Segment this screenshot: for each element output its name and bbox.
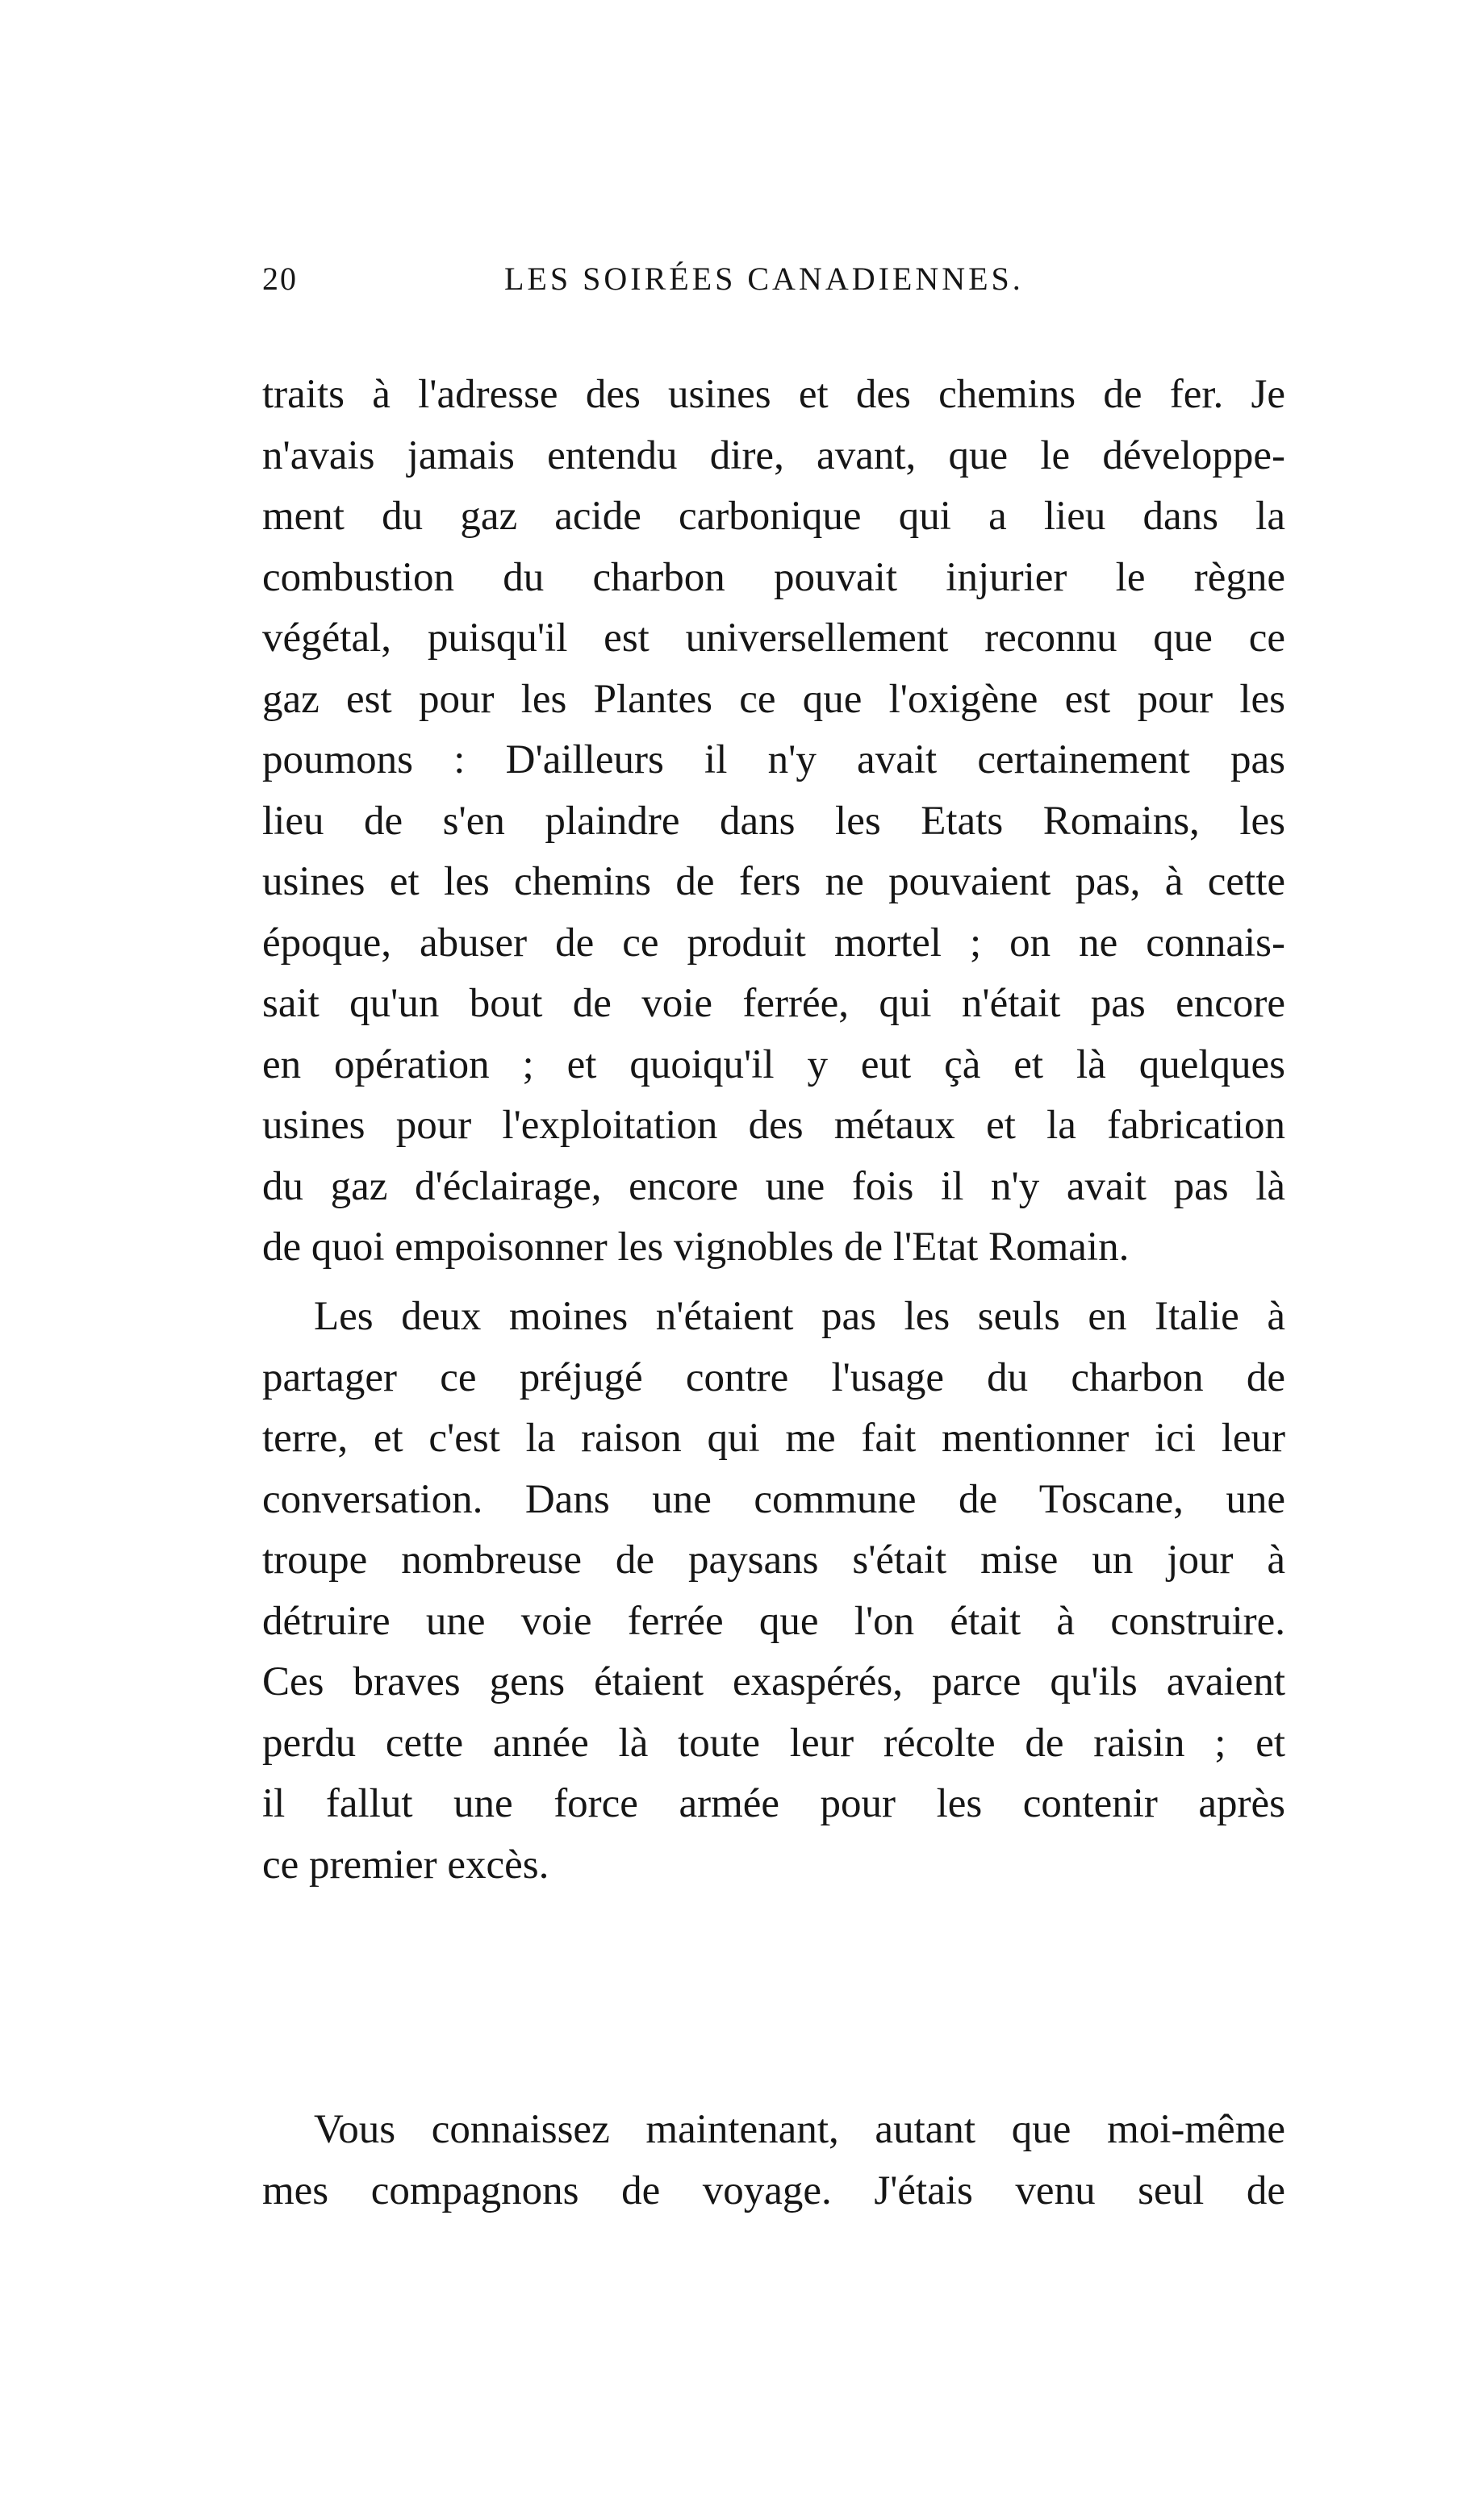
paragraph — [262, 1287, 1285, 1896]
text-line: perdu cette année là toute leur récolte de raisin ; et — [262, 1720, 1285, 1766]
text-line: de quoi empoisonner les vignobles de l'Etat Romain. — [262, 1225, 1130, 1270]
text-line: détruire une voie ferrée que l'on était à construire. — [262, 1598, 1285, 1644]
text-line: traits à l'adresse des usines et des chemins de fer. Je — [262, 372, 1285, 417]
text-line: sait qu'un bout de voie ferrée, qui n'était pas encore — [262, 981, 1285, 1026]
running-head — [262, 260, 1210, 308]
text-line: époque, abuser de ce produit mortel ; on ne connais- — [262, 920, 1285, 966]
text-line: combustion du charbon pouvait injurier le règne — [262, 554, 1285, 600]
text-line: lieu de s'en plaindre dans les Etats Romains, les — [262, 798, 1285, 844]
text-line: troupe nombreuse de paysans s'était mise un jour à — [262, 1537, 1285, 1583]
text-line: n'avais jamais entendu dire, avant, que le développe- — [262, 432, 1285, 478]
text-line: Ces braves gens étaient exaspérés, parce qu'ils avaient — [262, 1659, 1285, 1704]
text-line: ment du gaz acide carbonique qui a lieu dans la — [262, 494, 1285, 539]
text-line: usines pour l'exploitation des métaux et la fabrication — [262, 1103, 1285, 1148]
text-line: gaz est pour les Plantes ce que l'oxigène est pour les — [262, 676, 1285, 722]
running-title: LES SOIRÉES CANADIENNES. — [504, 261, 1024, 297]
text-line: ce premier excès. — [262, 1842, 549, 1888]
text-line: partager ce préjugé contre l'usage du charbon de — [262, 1354, 1285, 1400]
text-line: du gaz d'éclairage, encore une fois il n'y avait pas là — [262, 1163, 1285, 1209]
text-line: Vous connaissez maintenant, autant que moi-même — [314, 2107, 1285, 2152]
text-line: il fallut une force armée pour les contenir après — [262, 1781, 1285, 1826]
text-line: Les deux moines n'étaient pas les seuls en Italie à — [314, 1294, 1285, 1339]
text-line: terre, et c'est la raison qui me fait mentionner ici leur — [262, 1416, 1285, 1461]
page-number: 20 — [262, 261, 298, 297]
text-line: mes compagnons de voyage. J'étais venu seul de — [262, 2167, 1285, 2213]
paragraph — [262, 365, 1285, 1279]
text-line: en opération ; et quoiqu'il y eut çà et là quelques — [262, 1041, 1285, 1087]
text-line: conversation. Dans une commune de Toscane, une — [262, 1476, 1285, 1522]
text-line: usines et les chemins de fers ne pouvaient pas, à cette — [262, 859, 1285, 904]
text-line: végétal, puisqu'il est universellement reconnu que ce — [262, 615, 1285, 661]
text-line: poumons : D'ailleurs il n'y avait certainement pas — [262, 737, 1285, 782]
paragraph — [262, 2100, 1285, 2222]
